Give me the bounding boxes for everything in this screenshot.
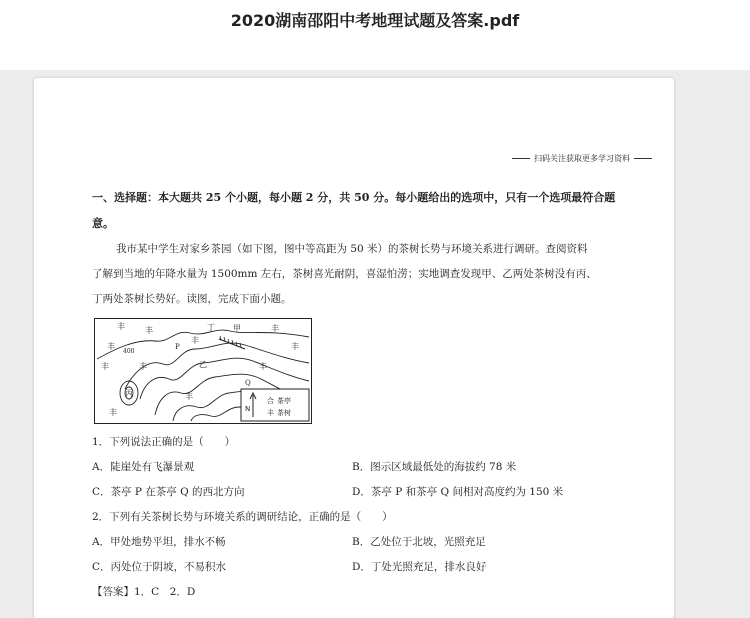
contour-line (125, 343, 309, 389)
tea-tree-symbol: 丰 (271, 324, 279, 333)
document-title: 2020湖南邵阳中考地理试题及答案.pdf (230, 11, 520, 30)
map-label-bing: 丙 (125, 389, 133, 398)
tea-tree-symbol: 丰 (139, 362, 147, 371)
tea-tree-symbol: 丰 (117, 322, 125, 331)
question-1-stem: 1．下列说法正确的是（ ） (92, 436, 236, 448)
question-2-stem: 2．下列有关茶树长势与环境关系的调研结论，正确的是（ ） (92, 511, 393, 523)
contour-map-graphic (95, 319, 311, 423)
tea-tree-symbol: 丰 (101, 362, 109, 371)
tea-tree-symbol: 丰 (291, 342, 299, 351)
question-2-option-b: B．乙处位于北坡，光照充足 (352, 536, 486, 548)
teahouse-legend-symbol: 合 (267, 397, 274, 405)
paragraph-line-2: 了解到当地的年降水量为 1500mm 左右，茶树喜光耐阴，喜湿怕涝；实地调查发现甲、乙两处茶树没有丙、 (92, 268, 597, 280)
title-bar (0, 0, 750, 70)
header-note-text: 扫码关注获取更多学习资料 (534, 154, 630, 163)
paragraph-text: 我市某中学生对家乡茶园（如下图，图中等高距为 50 米）的茶树长势与环境关系进行调研。查阅资料 (116, 243, 588, 255)
question-1-option-d: D．茶亭 P 和茶亭 Q 间相对高度约为 150 米 (352, 486, 564, 498)
map-label-q: Q (245, 379, 251, 387)
divider (634, 158, 652, 159)
tea-tree-symbol: 丰 (109, 408, 117, 417)
tea-tree-symbol: 丰 (107, 342, 115, 351)
paragraph-line-1 (92, 236, 622, 262)
teahouse-legend-label: 茶亭 (277, 397, 291, 405)
map-label-p: P (175, 343, 180, 351)
question-1-option-b: B．图示区域最低处的海拔约 78 米 (352, 461, 517, 473)
map-legend (241, 389, 309, 421)
section-heading-line-1: 一、选择题：本大题共 25 个小题，每小题 2 分，共 50 分。每小题给出的选项中，只有一个选项最符合题 (92, 191, 616, 204)
page-header-note (508, 153, 656, 164)
teagarden-legend-label: 茶树 (277, 409, 291, 417)
divider (512, 158, 530, 159)
question-2-option-a: A．甲处地势平坦，排水不畅 (92, 536, 226, 548)
tea-tree-symbol: 丰 (145, 326, 153, 335)
elevation-label: 400 (123, 348, 135, 355)
question-2-option-c: C．丙处位于阴坡，不易积水 (92, 561, 227, 573)
answer-line: 【答案】1．C 2．D (92, 586, 196, 598)
tea-tree-symbol: 丰 (259, 362, 267, 371)
contour-map (94, 318, 312, 424)
map-label-ding: 丁 (207, 323, 215, 332)
pdf-page[interactable] (34, 78, 674, 618)
tea-tree-symbol: 丰 (185, 392, 193, 401)
section-heading-line-2: 意。 (92, 217, 114, 230)
map-label-yi: 乙 (199, 360, 207, 369)
map-label-jia: 甲 (233, 324, 241, 333)
question-2-option-d: D．丁处光照充足，排水良好 (352, 561, 487, 573)
teagarden-legend-symbol: 丰 (267, 409, 274, 417)
question-1-option-c: C．茶亭 P 在茶亭 Q 的西北方向 (92, 486, 245, 498)
tea-tree-symbol: 丰 (191, 336, 199, 345)
paragraph-line-3: 丁两处茶树长势好。读图，完成下面小题。 (92, 293, 292, 305)
north-label: N (245, 405, 251, 413)
question-1-option-a: A．陡崖处有飞瀑景观 (92, 461, 195, 473)
